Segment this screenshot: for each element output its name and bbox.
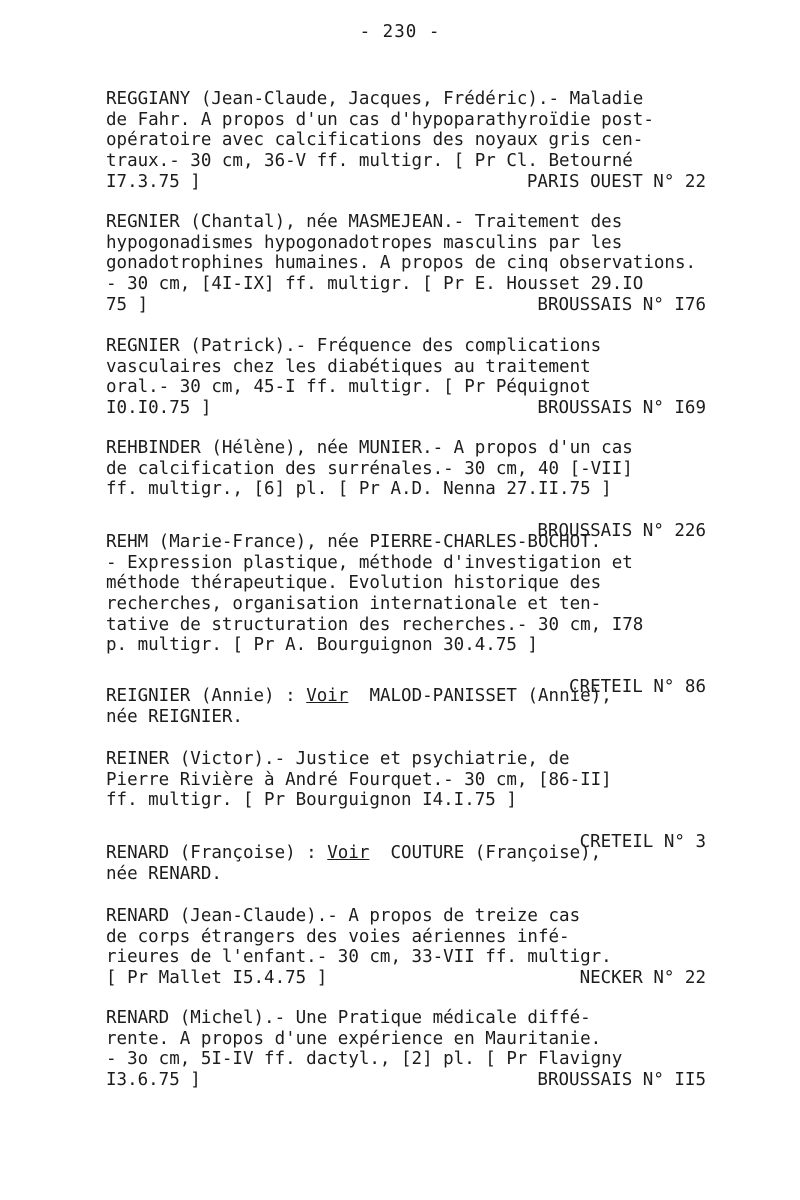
entry-line: rente. A propos d'une expérience en Mauritanie. [106, 1028, 602, 1049]
entry-line: ff. multigr., [6] pl. [ Pr A.D. Nenna 27.II.75 ] [106, 479, 612, 500]
entry-line: - Expression plastique, méthode d'investigation et [106, 552, 633, 573]
entry-line: p. multigr. [ Pr A. Bourguignon 30.4.75 ] [106, 635, 538, 656]
voir-link[interactable]: Voir [306, 686, 349, 706]
entry-reference: BROUSSAIS N° 226 [537, 520, 706, 541]
entry-reference: BROUSSAIS N° I76 [537, 294, 706, 315]
entry-line: de calcification des surrénales.- 30 cm, 40 [-VII] [106, 458, 633, 479]
entry-renard-francoise [106, 843, 706, 884]
entry-renard-michel [106, 1008, 706, 1091]
entry-line: ff. multigr. [ Pr Bourguignon I4.I.75 ] [106, 790, 517, 811]
entry-heading: REGGIANY (Jean-Claude, Jacques, Frédéric).- Maladie [106, 89, 644, 109]
entry-line: hypogonadismes hypogonadotropes masculins par les [106, 232, 623, 253]
entry-date: I7.3.75 ] [106, 171, 201, 192]
entry-date: I3.6.75 ] [106, 1070, 201, 1091]
entry-line: vasculaires chez les diabétiques au traitement [106, 356, 591, 377]
entry-final-line [106, 500, 706, 541]
entry-heading: REHM (Marie-France), née PIERRE-CHARLES-BOCHOT. [106, 532, 602, 552]
entry-line: opératoire avec calcifications des noyaux gris cen- [106, 130, 644, 151]
entry-name: RENARD (Françoise) : [106, 843, 317, 863]
entry-line: de Fahr. A propos d'un cas d'hypoparathyroïdie post- [106, 109, 654, 130]
entry-renard-jean-claude [106, 906, 706, 989]
entry-heading: RENARD (Michel).- Une Pratique médicale diffé- [106, 1008, 591, 1028]
entry-line: tative de structuration des recherches.- 30 cm, I78 [106, 614, 644, 635]
entry-heading: REINER (Victor).- Justice et psychiatrie, de [106, 749, 570, 769]
page-number: - 230 - [359, 22, 441, 42]
entry-regnier-chantal [106, 212, 706, 315]
entry-regnier-patrick [106, 336, 706, 419]
entry-reference: CRETEIL N° 3 [579, 831, 706, 852]
entry-reference: NECKER N° 22 [579, 968, 706, 989]
entry-line: Pierre Rivière à André Fourquet.- 30 cm, [86-II] [106, 769, 612, 790]
entry-line: traux.- 30 cm, 36-V ff. multigr. [ Pr Cl. Betourné [106, 151, 633, 172]
entry-final-line [106, 968, 706, 989]
entry-line: oral.- 30 cm, 45-I ff. multigr. [ Pr Péquignot [106, 377, 591, 398]
entry-reference: BROUSSAIS N° I69 [537, 398, 706, 419]
entry-reference: PARIS OUEST N° 22 [526, 171, 706, 192]
entry-line: recherches, organisation internationale et ten- [106, 594, 602, 615]
entry-date: 75 ] [106, 294, 149, 315]
entry-date: I0.I0.75 ] [106, 398, 212, 419]
entry-reference: BROUSSAIS N° II5 [537, 1070, 706, 1091]
entry-line: gonadotrophines humaines. A propos de cinq observations. [106, 253, 697, 274]
entry-final-line [106, 295, 706, 316]
see-reference: COUTURE (Françoise), [390, 843, 602, 863]
entry-date: [ Pr Mallet I5.4.75 ] [106, 968, 328, 989]
entry-line: rieures de l'enfant.- 30 cm, 33-VII ff. multigr. [106, 947, 612, 968]
entry-line: - 3o cm, 5I-IV ff. dactyl., [2] pl. [ Pr Flavigny [106, 1049, 623, 1070]
entry-final-line [106, 398, 706, 419]
entry-line: née REIGNIER. [106, 706, 243, 727]
entry-reiner [106, 749, 706, 852]
voir-link[interactable]: Voir [327, 843, 370, 863]
entry-reference: CRETEIL N° 86 [569, 676, 706, 697]
entry-final-line [106, 172, 706, 193]
entry-heading: REGNIER (Chantal), née MASMEJEAN.- Traitement des [106, 212, 623, 232]
entry-heading: REGNIER (Patrick).- Fréquence des complications [106, 336, 602, 356]
entry-line: - 30 cm, [4I-IX] ff. multigr. [ Pr E. Housset 29.IO [106, 274, 644, 295]
entry-reggiany [106, 89, 706, 192]
entry-rehbinder [106, 438, 706, 541]
entry-heading [106, 843, 706, 864]
entry-line: méthode thérapeutique. Evolution historique des [106, 573, 602, 594]
entry-heading: REHBINDER (Hélène), née MUNIER.- A propos d'un cas [106, 438, 633, 458]
entry-name: REIGNIER (Annie) : [106, 686, 296, 706]
entry-heading [106, 686, 706, 707]
entry-reignier [106, 686, 706, 727]
entry-line: de corps étrangers des voies aériennes infé- [106, 926, 570, 947]
entry-final-line [106, 1070, 706, 1091]
see-reference: MALOD-PANISSET (Annie), [369, 686, 612, 706]
entry-final-line [106, 811, 706, 852]
entry-line: née RENARD. [106, 863, 222, 884]
entry-heading: RENARD (Jean-Claude).- A propos de treize cas [106, 906, 581, 926]
